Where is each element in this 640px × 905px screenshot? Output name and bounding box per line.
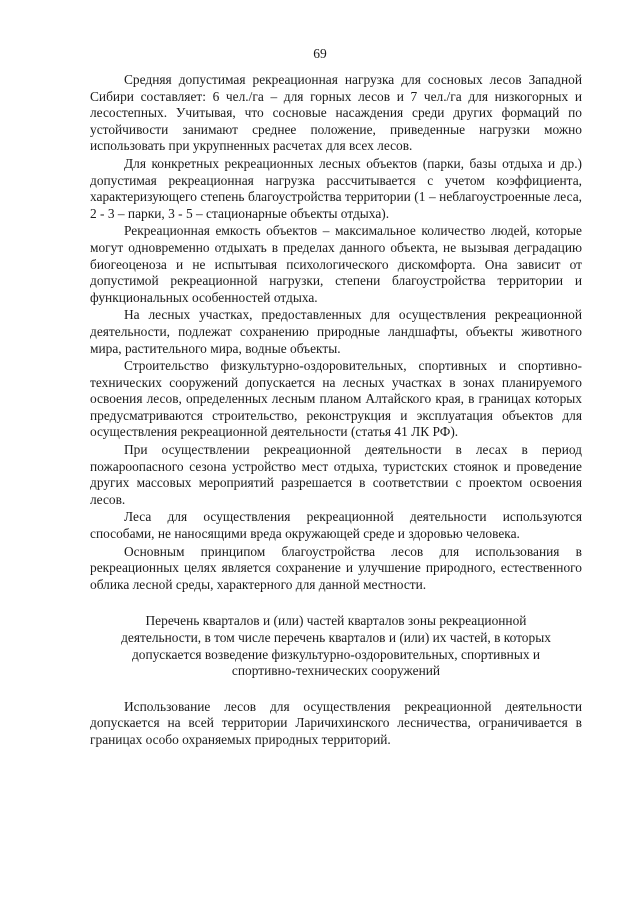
paragraph-usage-methods: Леса для осуществления рекреационной деятельности используются способами, не наносящими вреда окружающей среде и здоровью человека. [90,509,582,542]
paragraph-territory-usage: Использование лесов для осуществления рекреационной деятельности допускается на всей территории Ларичихинского лесничества, ограничивается в границах особо охраняемых природных территорий. [90,698,582,747]
page-number: 69 [313,46,327,61]
paragraph-improvement-principle: Основным принципом благоустройства лесов для использования в рекреационных целях является сохранение и улучшение природного, естественного облика лесной среды, характерного для данной местности. [90,543,582,592]
paragraph-fire-season: При осуществлении рекреационной деятельности в лесах в период пожароопасного сезона устройство мест отдыха, туристских стоянок и проведение других массовых мероприятий разрешается в соответствии с проектом освоения лесов. [90,442,582,507]
paragraph-construction: Строительство физкультурно-оздоровительных, спортивных и спортивно-технических сооружений допускается на лесных участках в зонах планируемого освоения лесов, определенных лесным планом Алтайского края, в границах которых предусматриваются строительство, реконструкция и эксплуатация объектов для осуществления рекреационной деятельности (статья 41 ЛК РФ). [90,358,582,440]
paragraph-landscape-preservation: На лесных участках, предоставленных для осуществления рекреационной деятельности, подлежат сохранению природные ландшафты, объекты животного мира, растительного мира, водные объекты. [90,307,582,356]
paragraph-recreational-capacity: Рекреационная емкость объектов – максимальное количество людей, которые могут одновременно отдыхать в пределах данного объекта, не вызывая деградацию биогеоценоза и не испытывая психологического дискомфорта. Она зависит от допустимой рекреационной нагрузки, степени благоустройства территории и функциональных особенностей отдыха. [90,223,582,305]
paragraph-specific-objects: Для конкретных рекреационных лесных объектов (парки, базы отдыха и др.) допустимая рекреационная нагрузка рассчитывается с учетом коэффициента, характеризующего степень благоустройства территории (1 – неблагоустроенные леса, 2 - 3 – парки, 3 - 5 – стационарные объекты отдыха). [90,155,582,221]
paragraph-recreational-load: Средняя допустимая рекреационная нагрузка для сосновых лесов Западной Сибири составляет: 6 чел./га – для горных лесов и 7 чел./га для низкогорных и лесостепных. Учитывая, что сосновые насаждения среди других формаций по устойчивости занимают среднее положение, приведенные нагрузки можно использовать при укрупненных расчетах для всех лесов. [90,72,582,154]
section-heading: Перечень кварталов и (или) частей кварталов зоны рекреационной деятельности, в том числе перечень кварталов и (или) их частей, в которых допускается возведение физкультурно-оздоровительных, спортивных и спортивно-технических сооружений [121,613,551,679]
document-body [90,72,582,749]
